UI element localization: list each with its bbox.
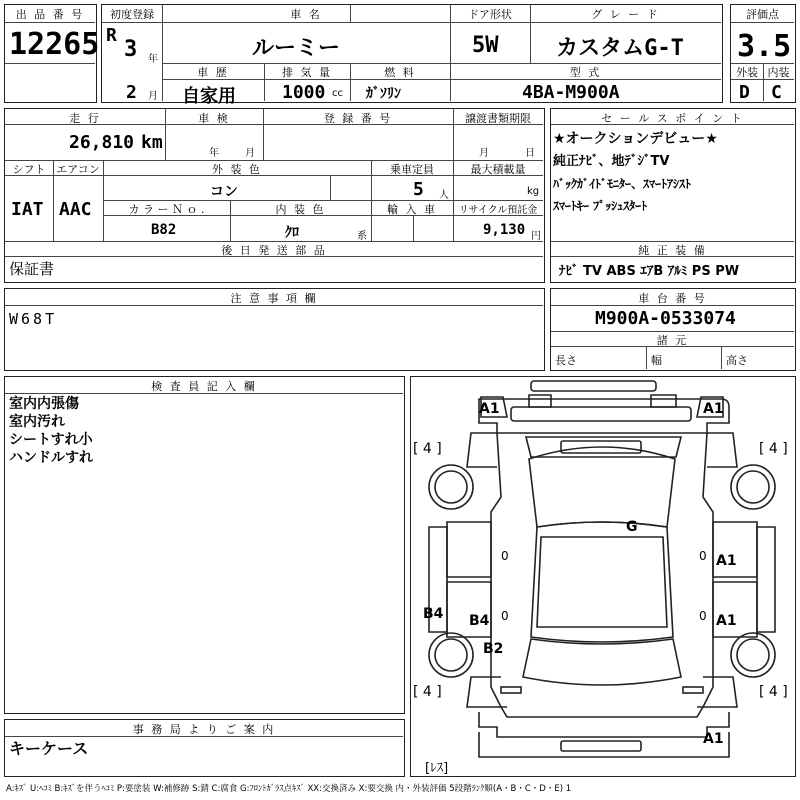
mark-g-windshield: G	[626, 519, 638, 535]
transfer-label: 譲渡書類期限	[465, 112, 531, 125]
sales-point-line-2: 純正ﾅﾋﾞ、地ﾃﾞｼﾞTV	[553, 154, 670, 169]
mark-a1-front-right: A1	[703, 401, 724, 417]
inspector-box	[4, 376, 405, 714]
displacement-label: 排 気 量	[282, 66, 332, 79]
model: 4BA-M900A	[522, 82, 620, 103]
equipment-items: ﾅﾋﾞ TV ABS ｴｱB ｱﾙﾐ PS PW	[559, 264, 740, 279]
tire-rear-right: [ 4 ]	[759, 684, 788, 700]
reg-month: 2	[126, 82, 137, 103]
regno-label: 登 録 番 号	[323, 112, 393, 125]
score-label: 評価点	[746, 8, 779, 21]
history: 自家用	[182, 86, 236, 107]
notes-box	[4, 288, 545, 371]
inspection-year-unit: 年	[209, 148, 219, 159]
inspector-line-2: 室内汚れ	[9, 414, 65, 430]
inspector-line-4: ハンドルすれ	[9, 450, 93, 466]
lot-label: 出 品 番 号	[15, 8, 85, 21]
shift-label: シフト	[12, 163, 46, 176]
capacity-unit: 人	[439, 190, 449, 201]
mileage-label: 走 行	[69, 112, 101, 125]
mileage-unit: km	[141, 132, 163, 153]
mileage: 26,810	[69, 132, 135, 153]
load-label: 最大積載量	[470, 163, 526, 176]
sales-point-line-4: ｽﾏｰﾄｷｰ ﾌﾟｯｼｭｽﾀｰﾄ	[553, 199, 648, 213]
transfer-day-unit: 日	[525, 148, 535, 159]
transfer-month-unit: 月	[479, 148, 489, 159]
office-label: 事 務 局 よ り ご 案 内	[132, 723, 276, 736]
tire-front-left: [ 4 ]	[413, 441, 442, 457]
door-mark-left-1: 0	[501, 549, 509, 563]
score: 3.5	[737, 29, 792, 64]
later-parts: 保証書	[9, 260, 55, 278]
mark-b4-left-door: B4	[469, 613, 490, 629]
detail-box	[4, 108, 545, 283]
height-label: 高さ	[726, 354, 748, 367]
exterior-label: 外装	[736, 66, 758, 79]
notes-label: 注 意 事 項 欄	[230, 292, 318, 305]
interior-grade: C	[771, 82, 782, 103]
car-diagram-box	[410, 376, 796, 777]
chassis-box	[550, 288, 796, 371]
reg-year: 3	[124, 37, 138, 62]
color-label: 外 装 色	[212, 163, 262, 176]
legend: A:ｷｽﾞ U:ﾍｺﾐ B:ｷｽﾞを伴うﾍｺﾐ P:要塗装 W:補修跡 S:錆 C:腐食 G:ﾌﾛﾝﾄｶﾞﾗｽ点ｷｽﾞ XX:交換済み X:要交換 内・外装評価 5段階ﾗﾝｸ順(A・B・C・D・E) 1	[6, 784, 572, 794]
model-label: 型 式	[569, 66, 602, 79]
recycle-unit: 円	[531, 231, 541, 242]
sales-point-line-1: ★オークションデビュー★	[553, 131, 718, 147]
chassis-number: M900A-0533074	[595, 308, 736, 329]
fuel: ｶﾞｿﾘﾝ	[366, 86, 401, 102]
sales-point-box	[550, 108, 796, 283]
sales-point-line-3: ﾊﾞｯｸｶﾞｲﾄﾞﾓﾆﾀｰ、ｽﾏｰﾄｱｼｽﾄ	[553, 177, 692, 191]
door-mark-right-2: 0	[699, 609, 707, 623]
score-box	[730, 4, 796, 103]
lot-box	[4, 4, 100, 103]
fuel-label: 燃 料	[384, 66, 416, 79]
load-unit: kg	[527, 186, 540, 197]
mark-a1-right-door-1: A1	[716, 553, 737, 569]
chassis-label: 車 台 番 号	[638, 292, 707, 305]
first-reg-label: 初度登録	[110, 8, 154, 21]
colorno-label: カ ラ ー Ｎ ｏ .	[128, 203, 205, 216]
mark-b4-left-quarter: B4	[423, 606, 444, 622]
interior-color: ｸﾛ	[285, 225, 299, 241]
exterior-grade: D	[739, 82, 750, 103]
month-unit: 月	[148, 91, 158, 102]
door-label: ドア形状	[468, 8, 512, 21]
ac-label: エアコン	[56, 163, 100, 176]
shift: IAT	[11, 199, 44, 220]
office-text: キーケース	[9, 739, 89, 758]
car-name-label: 車 名	[290, 8, 322, 21]
width-label: 幅	[651, 354, 662, 367]
lot-number: 12265	[9, 27, 100, 62]
length-label: 長さ	[555, 354, 577, 367]
inspector-line-3: シートすれ小	[9, 432, 93, 448]
mark-b2-left-rear: B2	[483, 641, 504, 657]
sales-point-label: セ ー ル ス ポ イ ン ト	[601, 112, 744, 125]
displacement: 1000	[282, 82, 326, 103]
car-name: ルーミー	[252, 36, 341, 61]
tire-front-right: [ 4 ]	[759, 441, 788, 457]
era: R	[106, 25, 117, 46]
air-conditioner: AAC	[59, 199, 92, 220]
capacity: 5	[413, 179, 424, 200]
door-mark-right-1: 0	[699, 549, 707, 563]
door-type: 5W	[472, 33, 499, 58]
notes-text: W68T	[9, 310, 58, 328]
grade-label: グ レ ー ド	[591, 8, 660, 21]
spare-tire: [ﾚｽ]	[425, 761, 449, 776]
car-diagram	[411, 377, 794, 775]
year-unit: 年	[148, 54, 158, 65]
tire-rear-left: [ 4 ]	[413, 684, 442, 700]
inspection-label: 車 検	[198, 112, 230, 125]
history-label: 車 歴	[197, 66, 229, 79]
interior-color-unit: 系	[357, 231, 367, 242]
recycle-label: リサイクル預託金	[458, 205, 538, 216]
grade: カスタムG-T	[556, 36, 684, 61]
later-parts-label: 後 日 発 送 部 品	[221, 244, 327, 257]
import-label: 輸 入 車	[387, 203, 437, 216]
main-spec-box	[101, 4, 723, 107]
inspector-line-1: 室内内張傷	[9, 396, 79, 412]
office-box	[4, 719, 405, 777]
door-mark-left-2: 0	[501, 609, 509, 623]
inspection-month-unit: 月	[245, 148, 255, 159]
inspector-label: 検 査 員 記 入 欄	[151, 380, 257, 393]
interior-label: 内装	[767, 66, 790, 79]
dims-label: 諸 元	[656, 334, 689, 347]
exterior-color: コン	[210, 184, 238, 200]
capacity-label: 乗車定員	[390, 163, 434, 176]
intcolor-label: 内 装 色	[275, 203, 326, 216]
displacement-unit: cc	[332, 88, 343, 99]
mark-a1-right-door-2: A1	[716, 613, 737, 629]
mark-a1-rear-bumper: A1	[703, 731, 724, 747]
recycle-deposit: 9,130	[483, 222, 526, 238]
mark-a1-front-left: A1	[479, 401, 500, 417]
color-number: B82	[151, 222, 177, 238]
equipment-label: 純 正 装 備	[638, 244, 707, 257]
